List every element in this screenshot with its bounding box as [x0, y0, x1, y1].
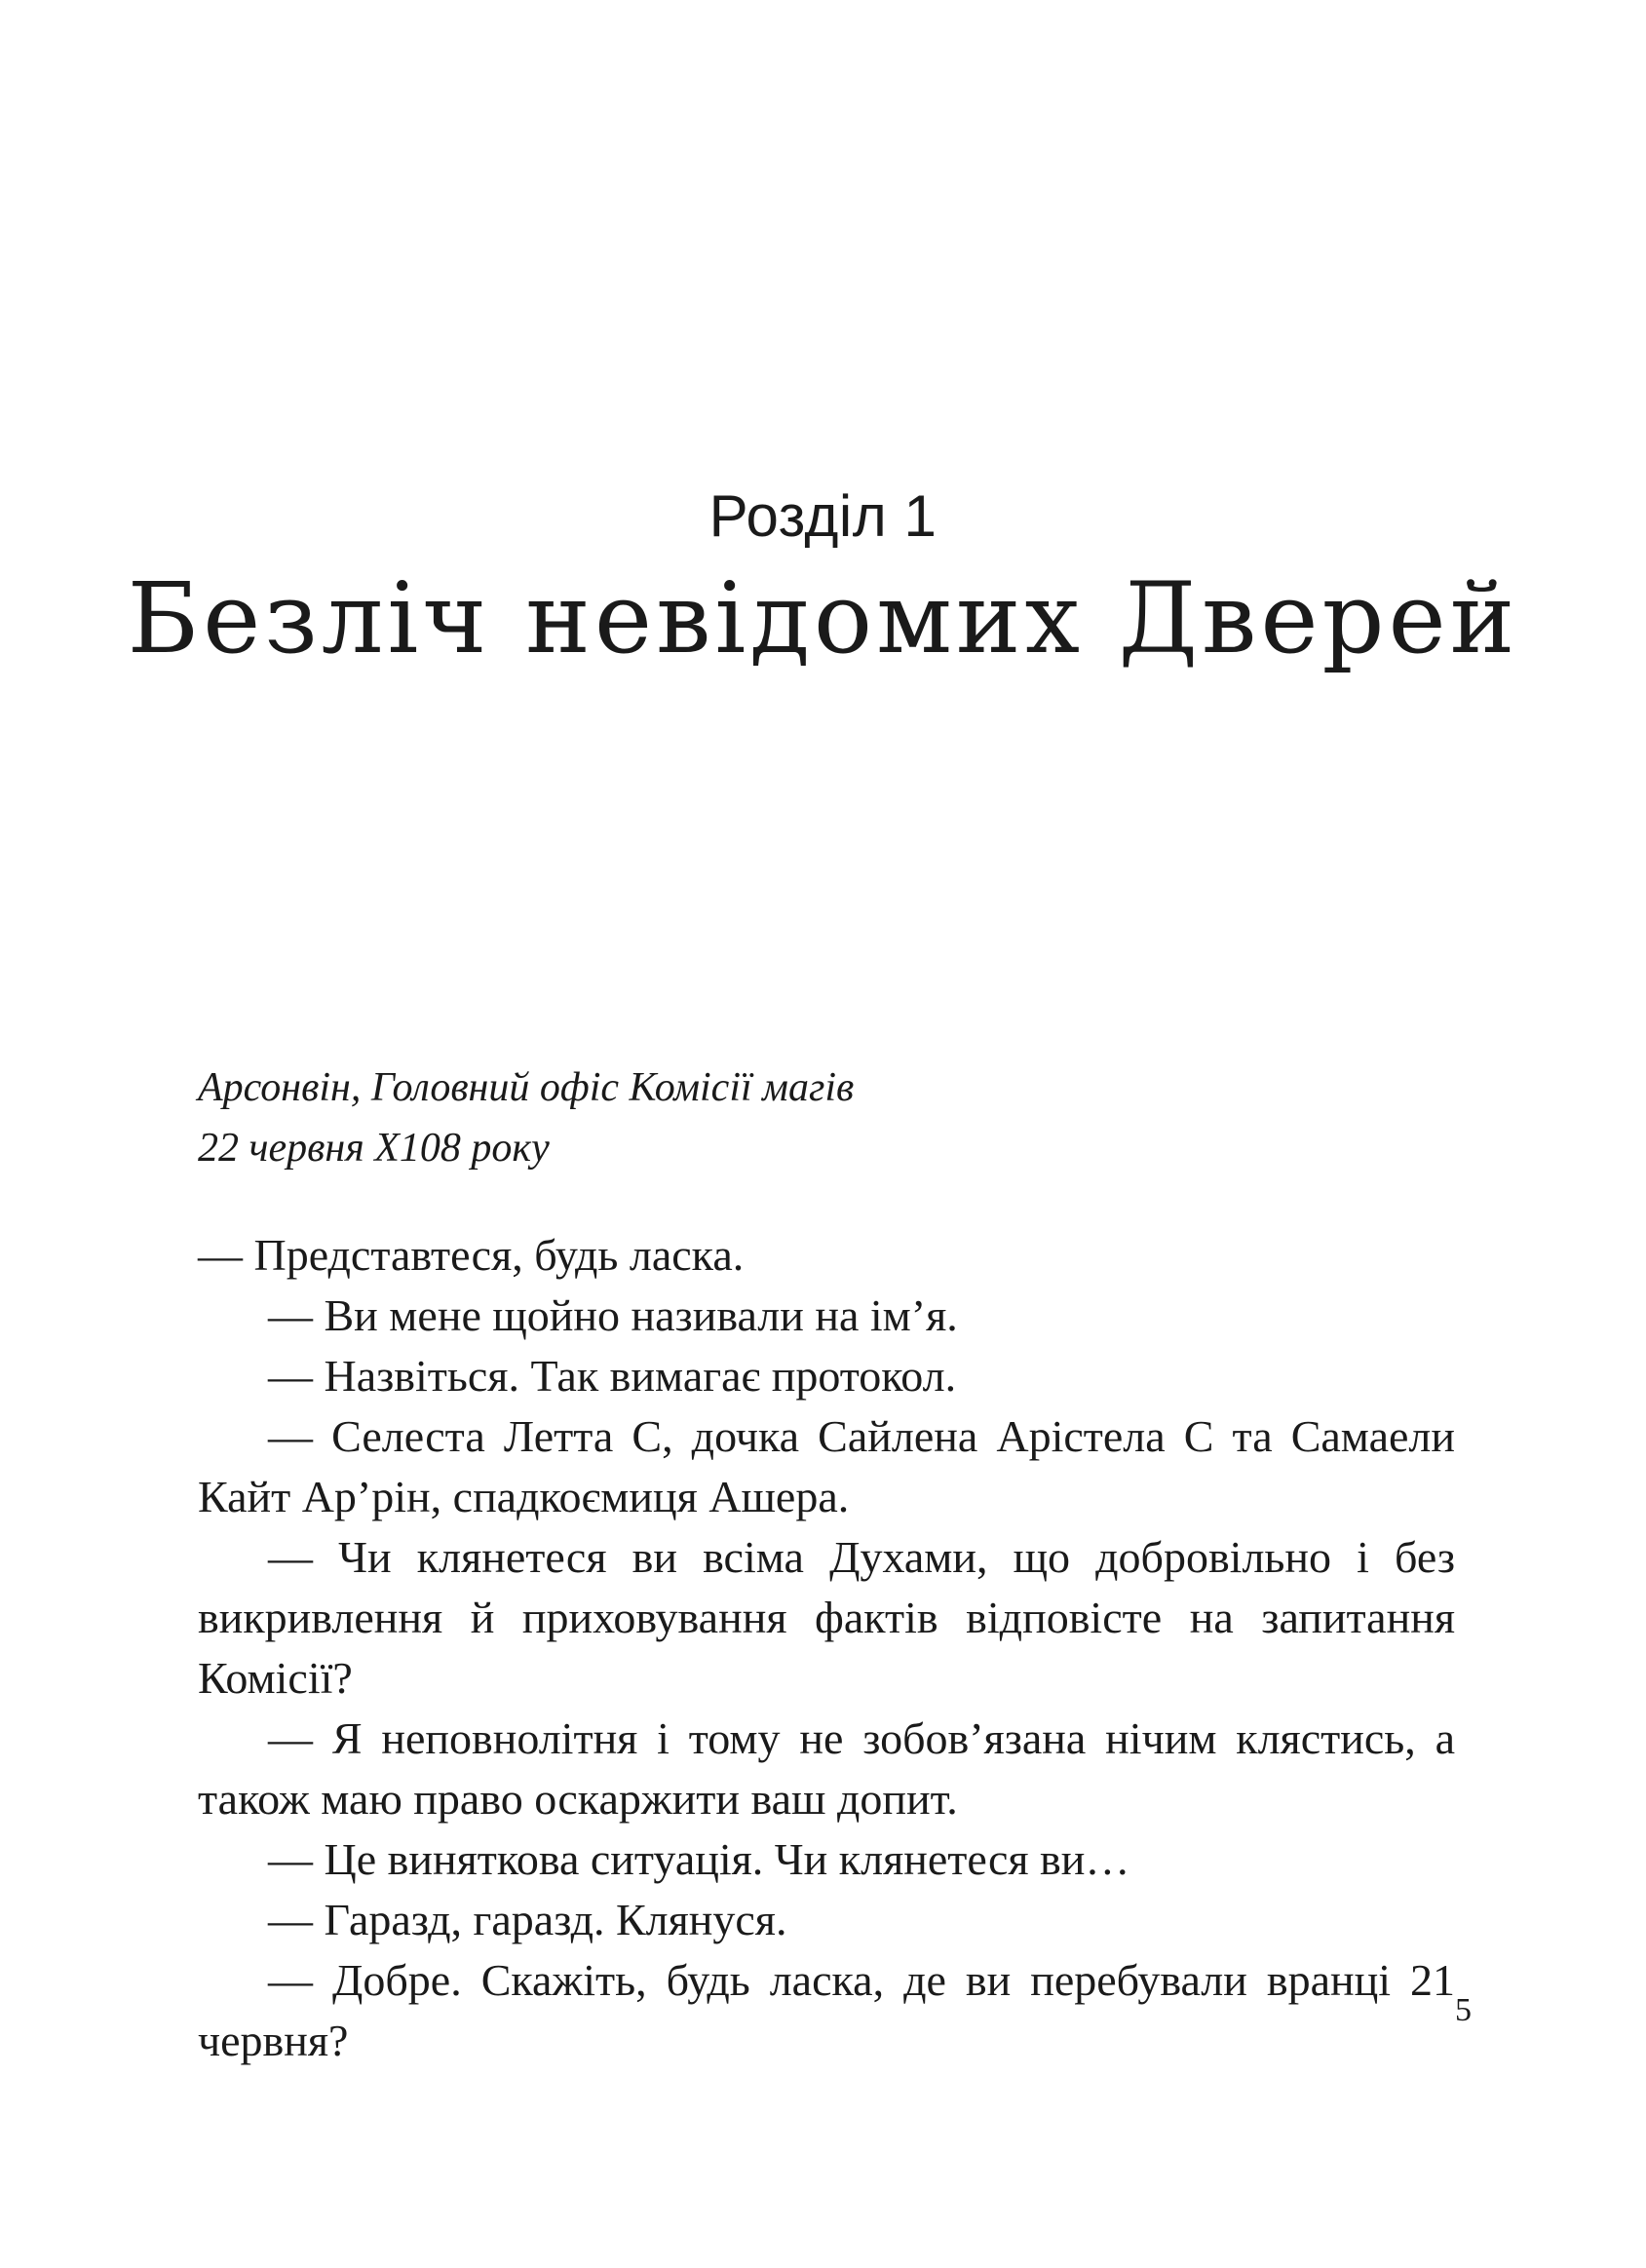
dialogue-body [198, 1225, 1455, 2071]
dialogue-line: — Це виняткова ситуація. Чи клянетеся ви… [268, 1834, 1130, 1884]
dialogue-line: — Назвіться. Так вимагає протокол. [268, 1351, 957, 1401]
dialogue-line: — Добре. Скажіть, будь ласка, де ви перебували вранці 21 червня? [198, 1955, 1455, 2065]
setting-block [198, 1057, 1465, 1178]
dialogue-line: — Представтеся, будь ласка. [198, 1230, 745, 1280]
dialogue-line: — Гаразд, гаразд. Клянуся. [268, 1895, 787, 1944]
chapter-label: Розділ 1 [708, 483, 938, 549]
page-number: 5 [1455, 1992, 1472, 2028]
setting-date: 22 червня Х108 року [198, 1126, 550, 1171]
dialogue-line: — Селеста Летта С, дочка Сайлена Арістела С та Самаели Кайт Ар’рін, спадкоємиця Ашера. [198, 1411, 1455, 1521]
dialogue-line: — Чи клянетеся ви всіма Духами, що добровільно і без викривлення й приховування фактів відповісте на запитання Комісії? [198, 1532, 1455, 1703]
dialogue-line: — Ви мене щойно називали на ім’я. [268, 1290, 958, 1340]
setting-place: Арсонвін, Головний офіс Комісії магів [198, 1065, 855, 1110]
chapter-title: Безліч невідомих Дверей [127, 561, 1519, 675]
dialogue-line: — Я неповнолітня і тому не зобов’язана нічим клястись, а також маю право оскаржити ваш допит. [198, 1713, 1455, 1824]
